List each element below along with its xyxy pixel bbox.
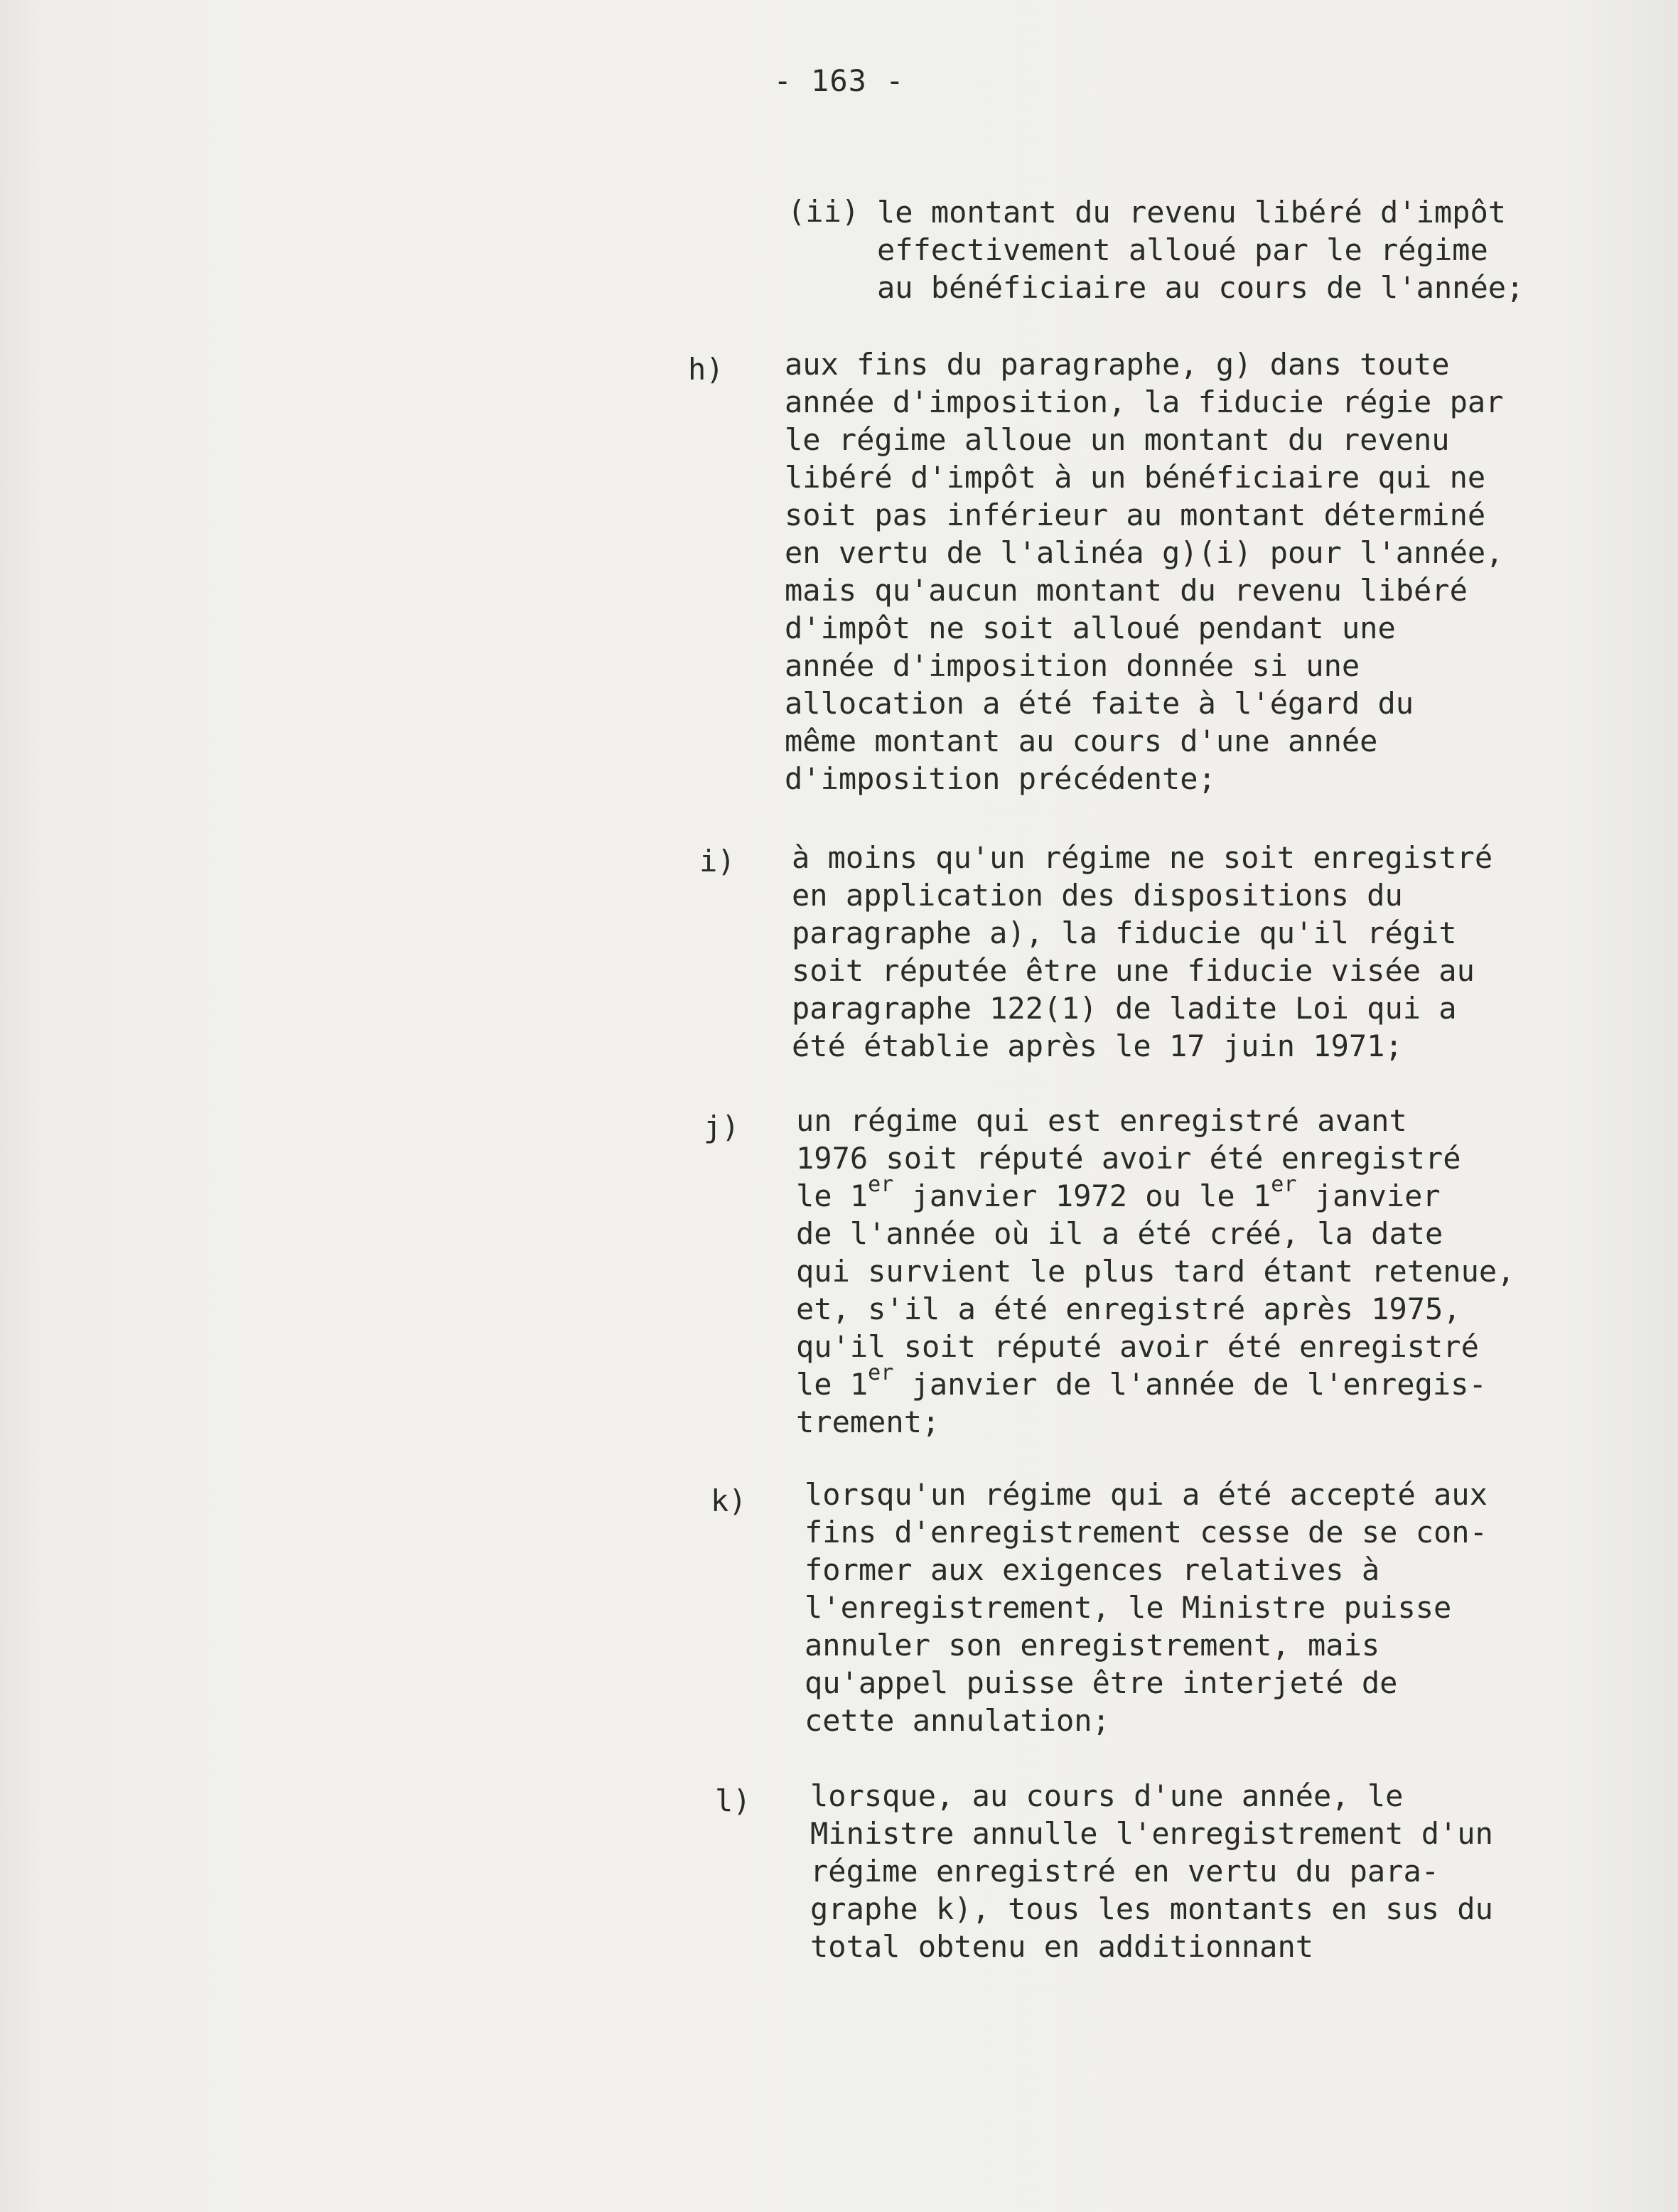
- item-text: [796, 1102, 1515, 1441]
- text-line: soit pas inférieur au montant déterminé: [785, 498, 1486, 532]
- text-line: d'impôt ne soit alloué pendant une: [785, 611, 1396, 645]
- text-line: régime enregistré en vertu du para-: [810, 1854, 1440, 1889]
- item-text: [785, 345, 1503, 798]
- text-line: cette annulation;: [805, 1703, 1110, 1738]
- text-line: qu'il soit réputé avoir été enregistré: [796, 1329, 1479, 1364]
- superscript: er: [868, 1360, 894, 1385]
- item-marker: (ii): [787, 194, 860, 229]
- text-line: Ministre annulle l'enregistrement d'un: [810, 1816, 1493, 1851]
- superscript: er: [1271, 1172, 1297, 1197]
- text-line: de l'année où il a été créé, la date: [796, 1216, 1443, 1251]
- item-text: [877, 193, 1524, 306]
- text-line: au bénéficiaire au cours de l'année;: [877, 270, 1524, 305]
- text-line: fins d'enregistrement cesse de se con-: [805, 1515, 1488, 1550]
- text-line: lorsqu'un régime qui a été accepté aux: [805, 1477, 1488, 1512]
- text-line: paragraphe a), la fiducie qu'il régit: [792, 916, 1457, 950]
- text-line: mais qu'aucun montant du revenu libéré: [785, 573, 1468, 608]
- text-line: en application des dispositions du: [792, 878, 1403, 913]
- text-line: effectivement alloué par le régime: [877, 232, 1488, 267]
- page-number: - 163 -: [773, 63, 905, 98]
- text-line: l'enregistrement, le Ministre puisse: [805, 1590, 1452, 1625]
- text-line: graphe k), tous les montants en sus du: [810, 1891, 1493, 1926]
- text-line: annuler son enregistrement, mais: [805, 1628, 1380, 1663]
- superscript: er: [868, 1172, 894, 1197]
- text-line: allocation a été faite à l'égard du: [785, 686, 1414, 721]
- text-line: trement;: [796, 1405, 940, 1439]
- text-line: le 1er janvier de l'année de l'enregis-: [796, 1360, 1487, 1402]
- text-line: qui survient le plus tard étant retenue,: [796, 1254, 1515, 1289]
- text-line: année d'imposition, la fiducie régie par: [785, 385, 1504, 419]
- item-marker: j): [704, 1110, 740, 1144]
- text-line: année d'imposition donnée si une: [785, 648, 1360, 683]
- text-line: le 1er janvier 1972 ou le 1er janvier: [796, 1172, 1441, 1213]
- text-line: aux fins du paragraphe, g) dans toute: [785, 347, 1450, 382]
- item-marker: i): [699, 844, 736, 879]
- text-line: à moins qu'un régime ne soit enregistré: [792, 840, 1493, 875]
- text-line: été établie après le 17 juin 1971;: [792, 1029, 1403, 1063]
- text-line: paragraphe 122(1) de ladite Loi qui a: [792, 991, 1457, 1026]
- text-line: d'imposition précédente;: [785, 761, 1216, 796]
- text-line: le régime alloue un montant du revenu: [785, 422, 1450, 457]
- text-line: former aux exigences relatives à: [805, 1552, 1380, 1587]
- item-text: [810, 1777, 1493, 1965]
- text-line: 1976 soit réputé avoir été enregistré: [796, 1141, 1461, 1176]
- item-marker: h): [688, 352, 724, 387]
- text-line: et, s'il a été enregistré après 1975,: [796, 1292, 1461, 1326]
- item-text: [792, 839, 1493, 1065]
- item-text: [805, 1476, 1488, 1739]
- text-line: libéré d'impôt à un bénéficiaire qui ne: [785, 460, 1486, 495]
- text-line: un régime qui est enregistré avant: [796, 1103, 1407, 1138]
- text-line: même montant au cours d'une année: [785, 724, 1378, 758]
- text-line: lorsque, au cours d'une année, le: [810, 1778, 1404, 1813]
- text-line: qu'appel puisse être interjeté de: [805, 1665, 1398, 1700]
- text-line: total obtenu en additionnant: [810, 1929, 1314, 1964]
- item-marker: k): [711, 1483, 747, 1518]
- item-marker: l): [715, 1783, 751, 1818]
- text-line: soit réputée être une fiducie visée au: [792, 953, 1475, 988]
- text-line: le montant du revenu libéré d'impôt: [877, 195, 1507, 230]
- text-line: en vertu de l'alinéa g)(i) pour l'année,: [785, 535, 1504, 570]
